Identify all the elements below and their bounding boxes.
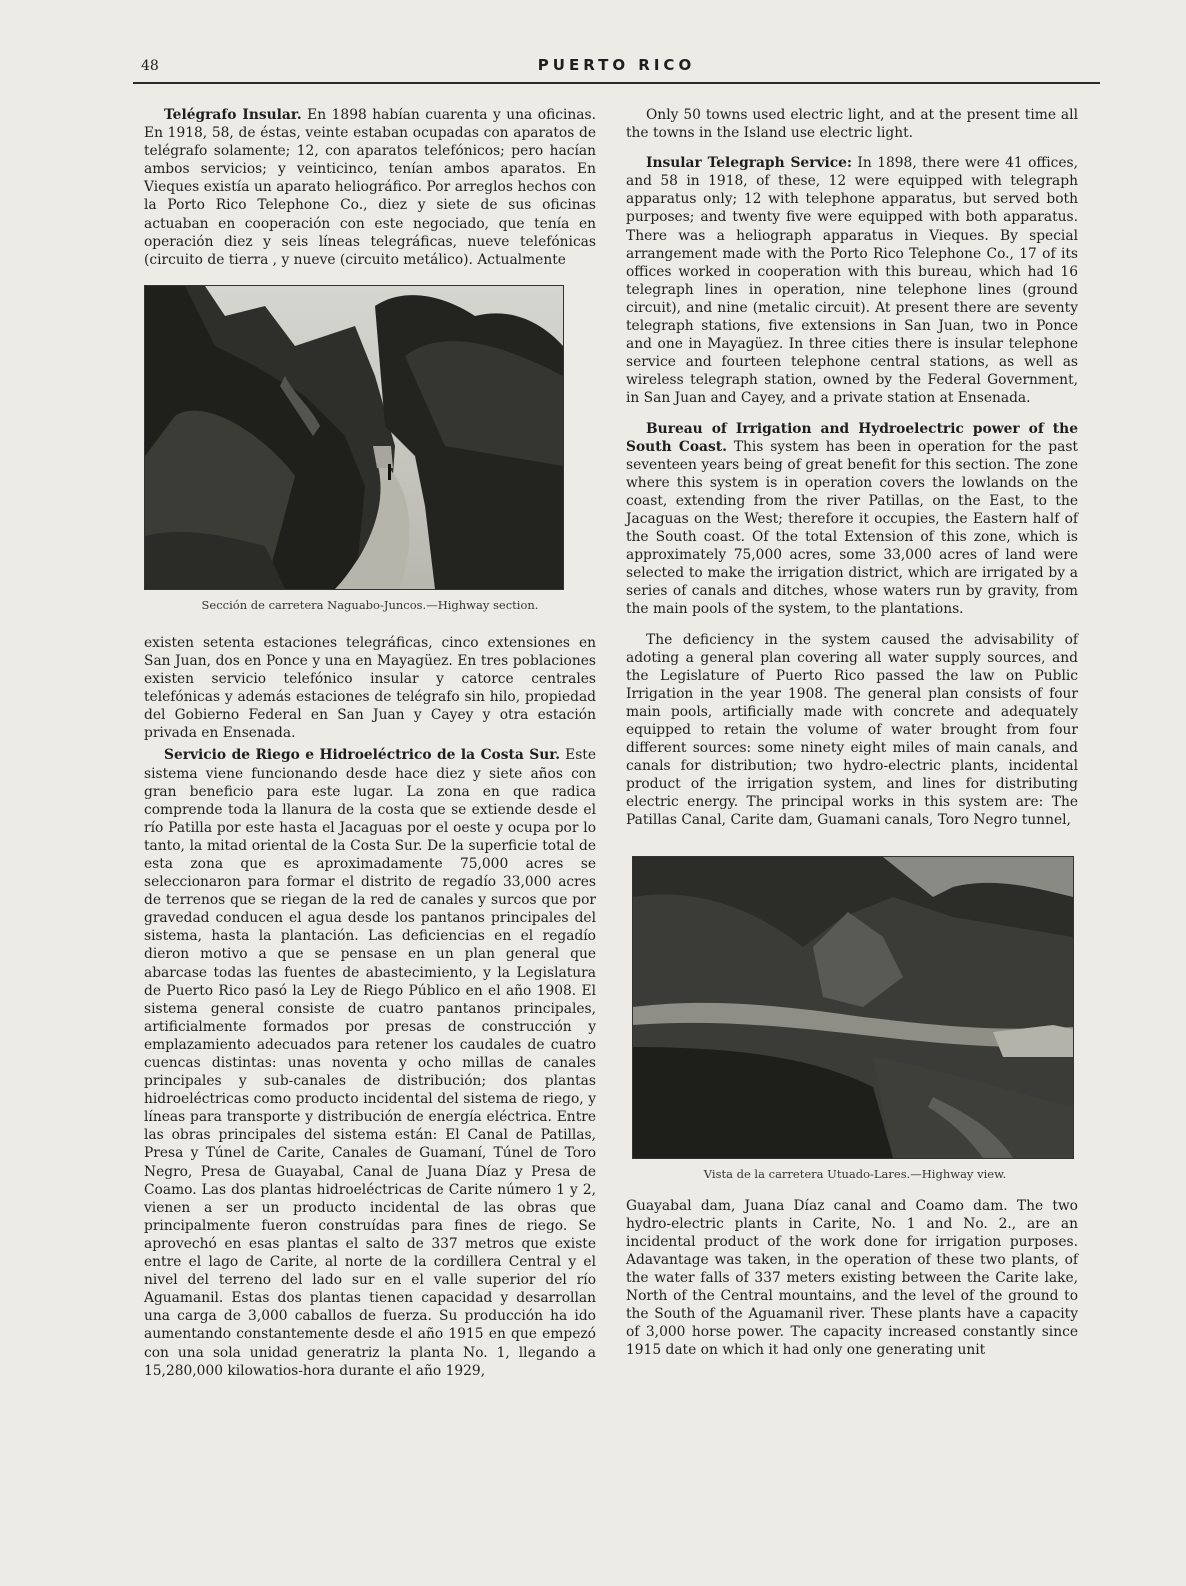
paragraph-telegrafo-insular [144,106,596,269]
mountain-photo-illustration [633,857,1073,1158]
paragraph-servicio-riego [144,746,596,1379]
paragraph-text: Este sistema viene funcionando desde hace diez y siete años con gran beneficio para este lugar. La zona en que radica comprende toda la llanura de la costa que se extiende desde el río Patilla por este hasta el Jacaguas por el oeste y ocupa por lo tanto, la mitad oriental de la Costa Sur. De la superficie total de esta zona que es aproximadamente 75,000 acres se seleccionaron para formar el distrito de regadío 33,000 acres de terrenos que se riegan de la red de canales y surcos que por gravedad conducen el agua desde los pantanos principales del sistema, hasta la plantación. Las deficiencias en el regadío dieron motivo a que se pensase en un plan general que abarcase todas las fuentes de abastecimiento, y la Legislatura de Puerto Rico pasó la Ley de Riego Público en el año 1908. El sistema general consiste de cuatro pantanos principales, artificialmente formados por presas de construcción y emplazamiento adecuados para retener los caudales de cuatro cuencas distintas: unas noventa y ocho millas de canales principales y sub-canales de distribución; dos plantas hidroeléctricas como producto incidental del sistema de riego, y líneas para transporte y distribución de energía eléctrica. Entre las obras principales del sistema están: El Canal de Patillas, Presa y Túnel de Carite, Canales de Guamaní, Túnel de Toro Negro, Presa de Guayabal, Canal de Juana Díaz y Presa de Coamo. Las dos plantas hidroeléctricas de Carite número 1 y 2, vienen a ser un producto incidental de las obras que principalmente fueron construídas para fines de riego. Se aprovechó en esas plantas el salto de 337 metros que existe entre el lago de Carite, al norte de la cordillera Central y el nivel del terreno del lado sur en el valle superior del río Aguamanil. Estas dos plantas tienen capacidad y desarrollan una carga de 3,000 caballos de fuerza. Su producción ha ido aumentando constantemente desde el año 1915 en que empezó con una sola unidad generatriz la planta No. 1, llegando a 15,280,000 kilowatios-hora durante el año 1929, [144,747,596,1379]
page-title: PUERTO RICO [537,56,696,74]
paragraph-bureau-irrigation [626,420,1078,619]
page-header [133,52,1100,84]
paragraph-insular-telegraph [626,154,1078,407]
paragraph-deficiency: The deficiency in the system caused the advisability of adoting a general plan covering all water supply sources, and the Legislature of Puerto Rico passed the law on Public Irrigation in the year 1908. The general plan consists of four main pools, artificially made with concrete and adequately equipped to retain the volume of water brought from four different sources: some ninety eight miles of main canals, and canals for distribution; two hydro-electric plants, incidental product of the irrigation system, and lines for distributing electric energy. The principal works in this system are: The Patillas Canal, Carite dam, Guamani canals, Toro Negro tunnel, [626,631,1078,829]
paragraph-guayabal-dam: Guayabal dam, Juana Díaz canal and Coamo dam. The two hydro-electric plants in Carite, No. 1 and No. 2., are an incidental product of the work done for irrigation purposes. Adavantage was taken, in the operation of these two plants, of the water falls of 337 meters existing between the Carite lake, North of the Central mountains, and the level of the ground to the South of the Aguamanil river. These plants have a capacity of 3,000 horse power. The capacity increased constantly since 1915 date on which it had only one generating unit [626,1197,1078,1359]
paragraph-text: En 1898 habían cuarenta y una oficinas. En 1918, 58, de éstas, veinte estaban ocupadas con aparatos de telégrafo solamente; 12, con aparatos telefónicos; pero hacían ambos servicios; y veinticinco, tenían ambos aparatos. En Vieques existía un aparato heliográfico. Por arreglos hechos con la Porto Rico Telephone Co., diez y siete de sus oficinas actuaban en cooperación con este negociado, que tenía en operación diez y seis líneas telegráficas, nueve telefónicas (circuito de tierra , y nueve (circuito metálico). Actualmente [144,107,596,268]
right-column [626,106,1078,1359]
section-lead-telegrafo: Telégrafo Insular. [164,107,302,123]
paragraph-text: In 1898, there were 41 offices, and 58 in 1918, of these, 12 were equipped with telegraph apparatus only; 12 with telephone apparatus, but served both purposes; and twenty five were equipped with both apparatus. There was a heliograph apparatus in Vieques. By special arrangement made with the Porto Rico Telephone Co., 17 of its offices worked in cooperation with this bureau, which had 16 telegraph lines in operation, nine telephone lines (ground circuit), and nine (metalic circuit). At present there are seventy telegraph stations, five extensions in San Juan, two in Ponce and one in Mayagüez. In three cities there is insular telephone service and fourteen telephone central stations, as well as wireless telegraph station, owned by the Federal Government, in San Juan and Cayey, and a private station at Ensenada. [626,155,1078,407]
paragraph-text: This system has been in operation for the past seventeen years being of great benefit for this section. The zone where this system is in operation covers the lowlands on the coast, extending from the river Patillas, on the East, to the Jacaguas on the West; therefore it occupies, the Eastern half of the South coast. Of the total Extension of this zone, which is approximately 75,000 acres, some 33,000 acres of land were selected to make the irrigation district, which are irrigated by a series of canals and ditches, whose waters run by gravity, from the main pools of the system, to the plantations. [626,438,1078,618]
section-lead-bureau-irrigation: Bureau of Irrigation and Hydroelectric power of the South Coast. [626,420,1078,455]
section-lead-servicio-riego: Servicio de Riego e Hidroeléctrico de la Costa Sur. [164,747,561,764]
figure-caption-highway-view: Vista de la carretera Utuado-Lares.—Highway view. [703,1166,1007,1181]
paragraph-electric-light: Only 50 towns used electric light, and at the present time all the towns in the Island use electric light. [626,107,1078,142]
photo-road-utuado-lares [632,856,1074,1159]
photo-road-naguabo-juncos [144,285,564,590]
figure-highway-section [144,285,596,612]
paragraph-estaciones: existen setenta estaciones telegráficas, cinco extensiones en San Juan, dos en Ponce y una en Mayagüez. En tres poblaciones existen servicio telefónico insular y catorce centrales telefónicas y además estaciones de telégrafo sin hilo, propiedad del Gobierno Federal en San Juan y Cayey y otra estación privada en Ensenada. [144,634,596,742]
left-column [144,106,596,1380]
page-number: 48 [141,58,159,74]
figure-caption-highway-section: Sección de carretera Naguabo-Juncos.—Highway section. [201,597,539,612]
figure-highway-view [632,856,1078,1181]
road-photo-illustration [145,286,563,589]
section-lead-insular-telegraph: Insular Telegraph Service: [646,155,852,172]
